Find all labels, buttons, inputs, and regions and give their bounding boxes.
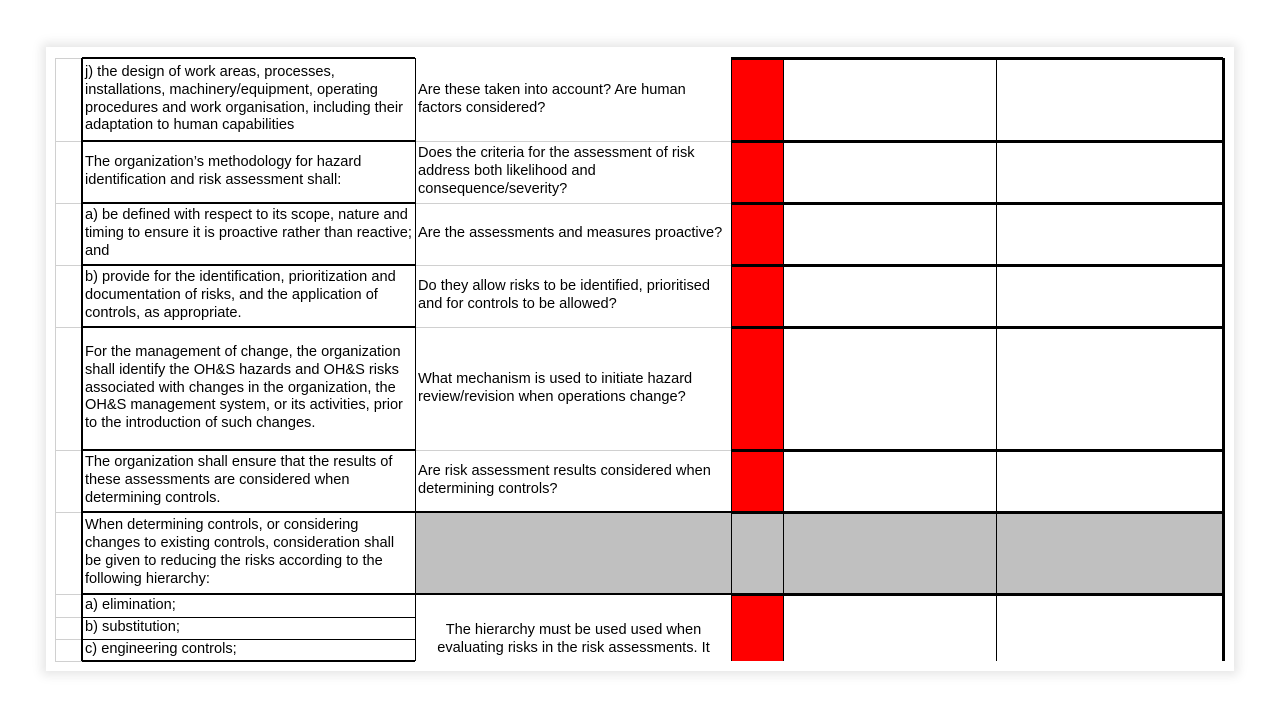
requirement-cell: a) be defined with respect to its scope, nature and timing to ensure it is proactive rather than reactive; and	[85, 207, 412, 259]
status-cell	[731, 141, 783, 203]
comment-cell[interactable]	[996, 58, 1223, 141]
requirement-cell: The organization shall ensure that the results of these assessments are considered when determining controls.	[85, 454, 393, 506]
gridline	[55, 450, 82, 451]
gridline	[55, 594, 82, 595]
border-line	[82, 449, 415, 451]
comment-cell[interactable]	[996, 265, 1223, 327]
border-line	[731, 326, 1223, 329]
question-cell[interactable]: Do they allow risks to be identified, prioritised and for controls to be allowed?	[418, 278, 711, 312]
requirement-cell: The organization’s methodology for hazard identification and risk assessment shall:	[85, 154, 362, 188]
border-line	[731, 202, 1223, 205]
status-cell	[731, 594, 783, 661]
gridline	[415, 203, 731, 204]
gridline	[55, 327, 82, 328]
evidence-cell[interactable]	[783, 327, 996, 450]
status-cell	[731, 327, 783, 450]
border-line	[82, 326, 415, 328]
question-cell[interactable]: Are these taken into account? Are human factors considered?	[418, 81, 686, 116]
hierarchy-item: a) elimination;	[85, 596, 176, 613]
border-line	[415, 593, 731, 595]
comment-cell[interactable]	[996, 327, 1223, 450]
status-cell	[731, 203, 783, 265]
evidence-cell	[783, 512, 996, 594]
requirement-cell: b) provide for the identification, prioritization and documentation of risks, and the application of controls, as appropriate.	[85, 269, 396, 321]
comment-cell	[996, 512, 1223, 594]
gridline	[415, 327, 731, 328]
border-line	[731, 140, 1223, 143]
status-cell	[731, 512, 783, 594]
status-cell	[731, 58, 783, 141]
question-cell[interactable]: Does the criteria for the assessment of risk address both likelihood and consequence/severity?	[418, 145, 695, 197]
border-line	[82, 639, 415, 640]
border-line	[731, 511, 1223, 514]
evidence-cell[interactable]	[783, 58, 996, 141]
border-line	[996, 58, 997, 661]
border-line	[731, 58, 732, 661]
gridline	[55, 58, 82, 59]
gridline	[55, 141, 82, 142]
status-cell	[731, 265, 783, 327]
gridline	[55, 661, 82, 662]
border-line	[82, 202, 415, 204]
evidence-cell[interactable]	[783, 450, 996, 512]
border-line	[731, 449, 1223, 452]
border-line	[82, 511, 415, 513]
hierarchy-item: b) substitution;	[85, 619, 180, 636]
gridline	[55, 265, 82, 266]
border-line	[731, 57, 1223, 60]
question-cell[interactable]: Are the assessments and measures proactive?	[418, 225, 723, 242]
gridline	[55, 512, 82, 513]
border-line	[415, 511, 731, 513]
gridline	[55, 203, 82, 204]
question-cell[interactable]: Are risk assessment results considered when determining controls?	[418, 463, 711, 497]
border-line	[731, 593, 1223, 596]
hierarchy-question-cell[interactable]: The hierarchy must be used used when evaluating risks in the risk assessments. It	[437, 622, 710, 656]
comment-cell[interactable]	[996, 450, 1223, 512]
gridline	[55, 617, 82, 618]
border-line	[81, 58, 83, 661]
question-cell[interactable]: What mechanism is used to initiate hazard review/revision when operations change?	[418, 370, 693, 405]
gridline	[55, 639, 82, 640]
border-line	[731, 264, 1223, 267]
hierarchy-item: c) engineering controls;	[85, 641, 237, 658]
question-cell	[415, 512, 731, 594]
border-line	[415, 58, 416, 661]
requirement-cell: When determining controls, or considering changes to existing controls, consideration shall be given to reducing the risks according to the following hierarchy:	[85, 517, 395, 587]
checklist-table	[46, 47, 1234, 671]
border-line	[1222, 58, 1225, 661]
gridline	[415, 265, 731, 266]
evidence-cell[interactable]	[783, 265, 996, 327]
border-line	[82, 264, 415, 266]
evidence-cell[interactable]	[783, 141, 996, 203]
border-line	[82, 57, 415, 59]
spreadsheet-page	[46, 47, 1234, 671]
gridline	[415, 450, 731, 451]
comment-cell[interactable]	[996, 203, 1223, 265]
evidence-cell[interactable]	[783, 203, 996, 265]
border-line	[82, 660, 415, 662]
border-line	[783, 58, 784, 661]
border-line	[82, 617, 415, 618]
gridline	[55, 58, 56, 661]
requirement-cell: For the management of change, the organization shall identify the OH&S hazards and OH&S risks associated with changes in the organization, the OH&S management system, or its activities, prior to the introduction of such changes.	[85, 343, 403, 432]
gridline	[415, 141, 731, 142]
border-line	[82, 593, 415, 595]
comment-cell[interactable]	[996, 141, 1223, 203]
requirement-cell: j) the design of work areas, processes, installations, machinery/equipment, operating procedures and work organisation, including their adaptation to human capabilities	[85, 63, 404, 134]
status-cell	[731, 450, 783, 512]
border-line	[82, 140, 415, 142]
